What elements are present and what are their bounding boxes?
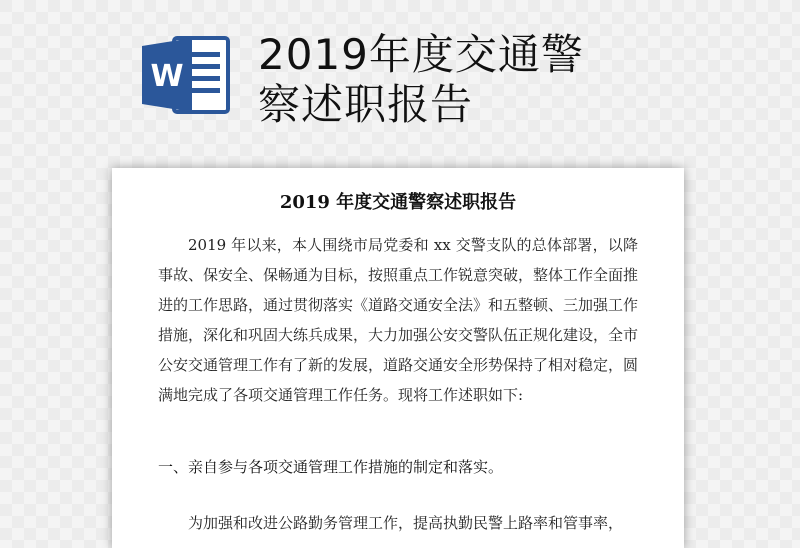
document-paragraph: 为加强和改进公路勤务管理工作，提高执勤民警上路率和管事率，: [188, 514, 624, 532]
document-section-heading: 一、亲自参与各项交通管理工作措施的制定和落实。: [158, 458, 504, 476]
document-preview: [112, 168, 684, 548]
page-title: 2019年度交通警察述职报告: [258, 30, 584, 129]
header-banner: [0, 0, 800, 160]
svg-text:W: W: [150, 59, 184, 94]
word-icon: [140, 34, 232, 116]
document-title: 2019 年度交通警察述职报告: [279, 192, 517, 213]
document-paragraph: 2019 年以来，本人围绕市局党委和 xx 交警支队的总体部署，以降事故、保安全、保畅通为目标，按照重点工作锐意突破，整体工作全面推进的工作思路，通过贯彻落实《道路交通安全法》和五整顿、三加强工作措施，深化和巩固大练兵成果，大力加强公安交警队伍正规化建设，全市公安交通管理工作有了新的发展，道路交通安全形势保持了相对稳定，圆满地完成了各项交通管理工作任务。现将工作述职如下:: [158, 236, 639, 404]
